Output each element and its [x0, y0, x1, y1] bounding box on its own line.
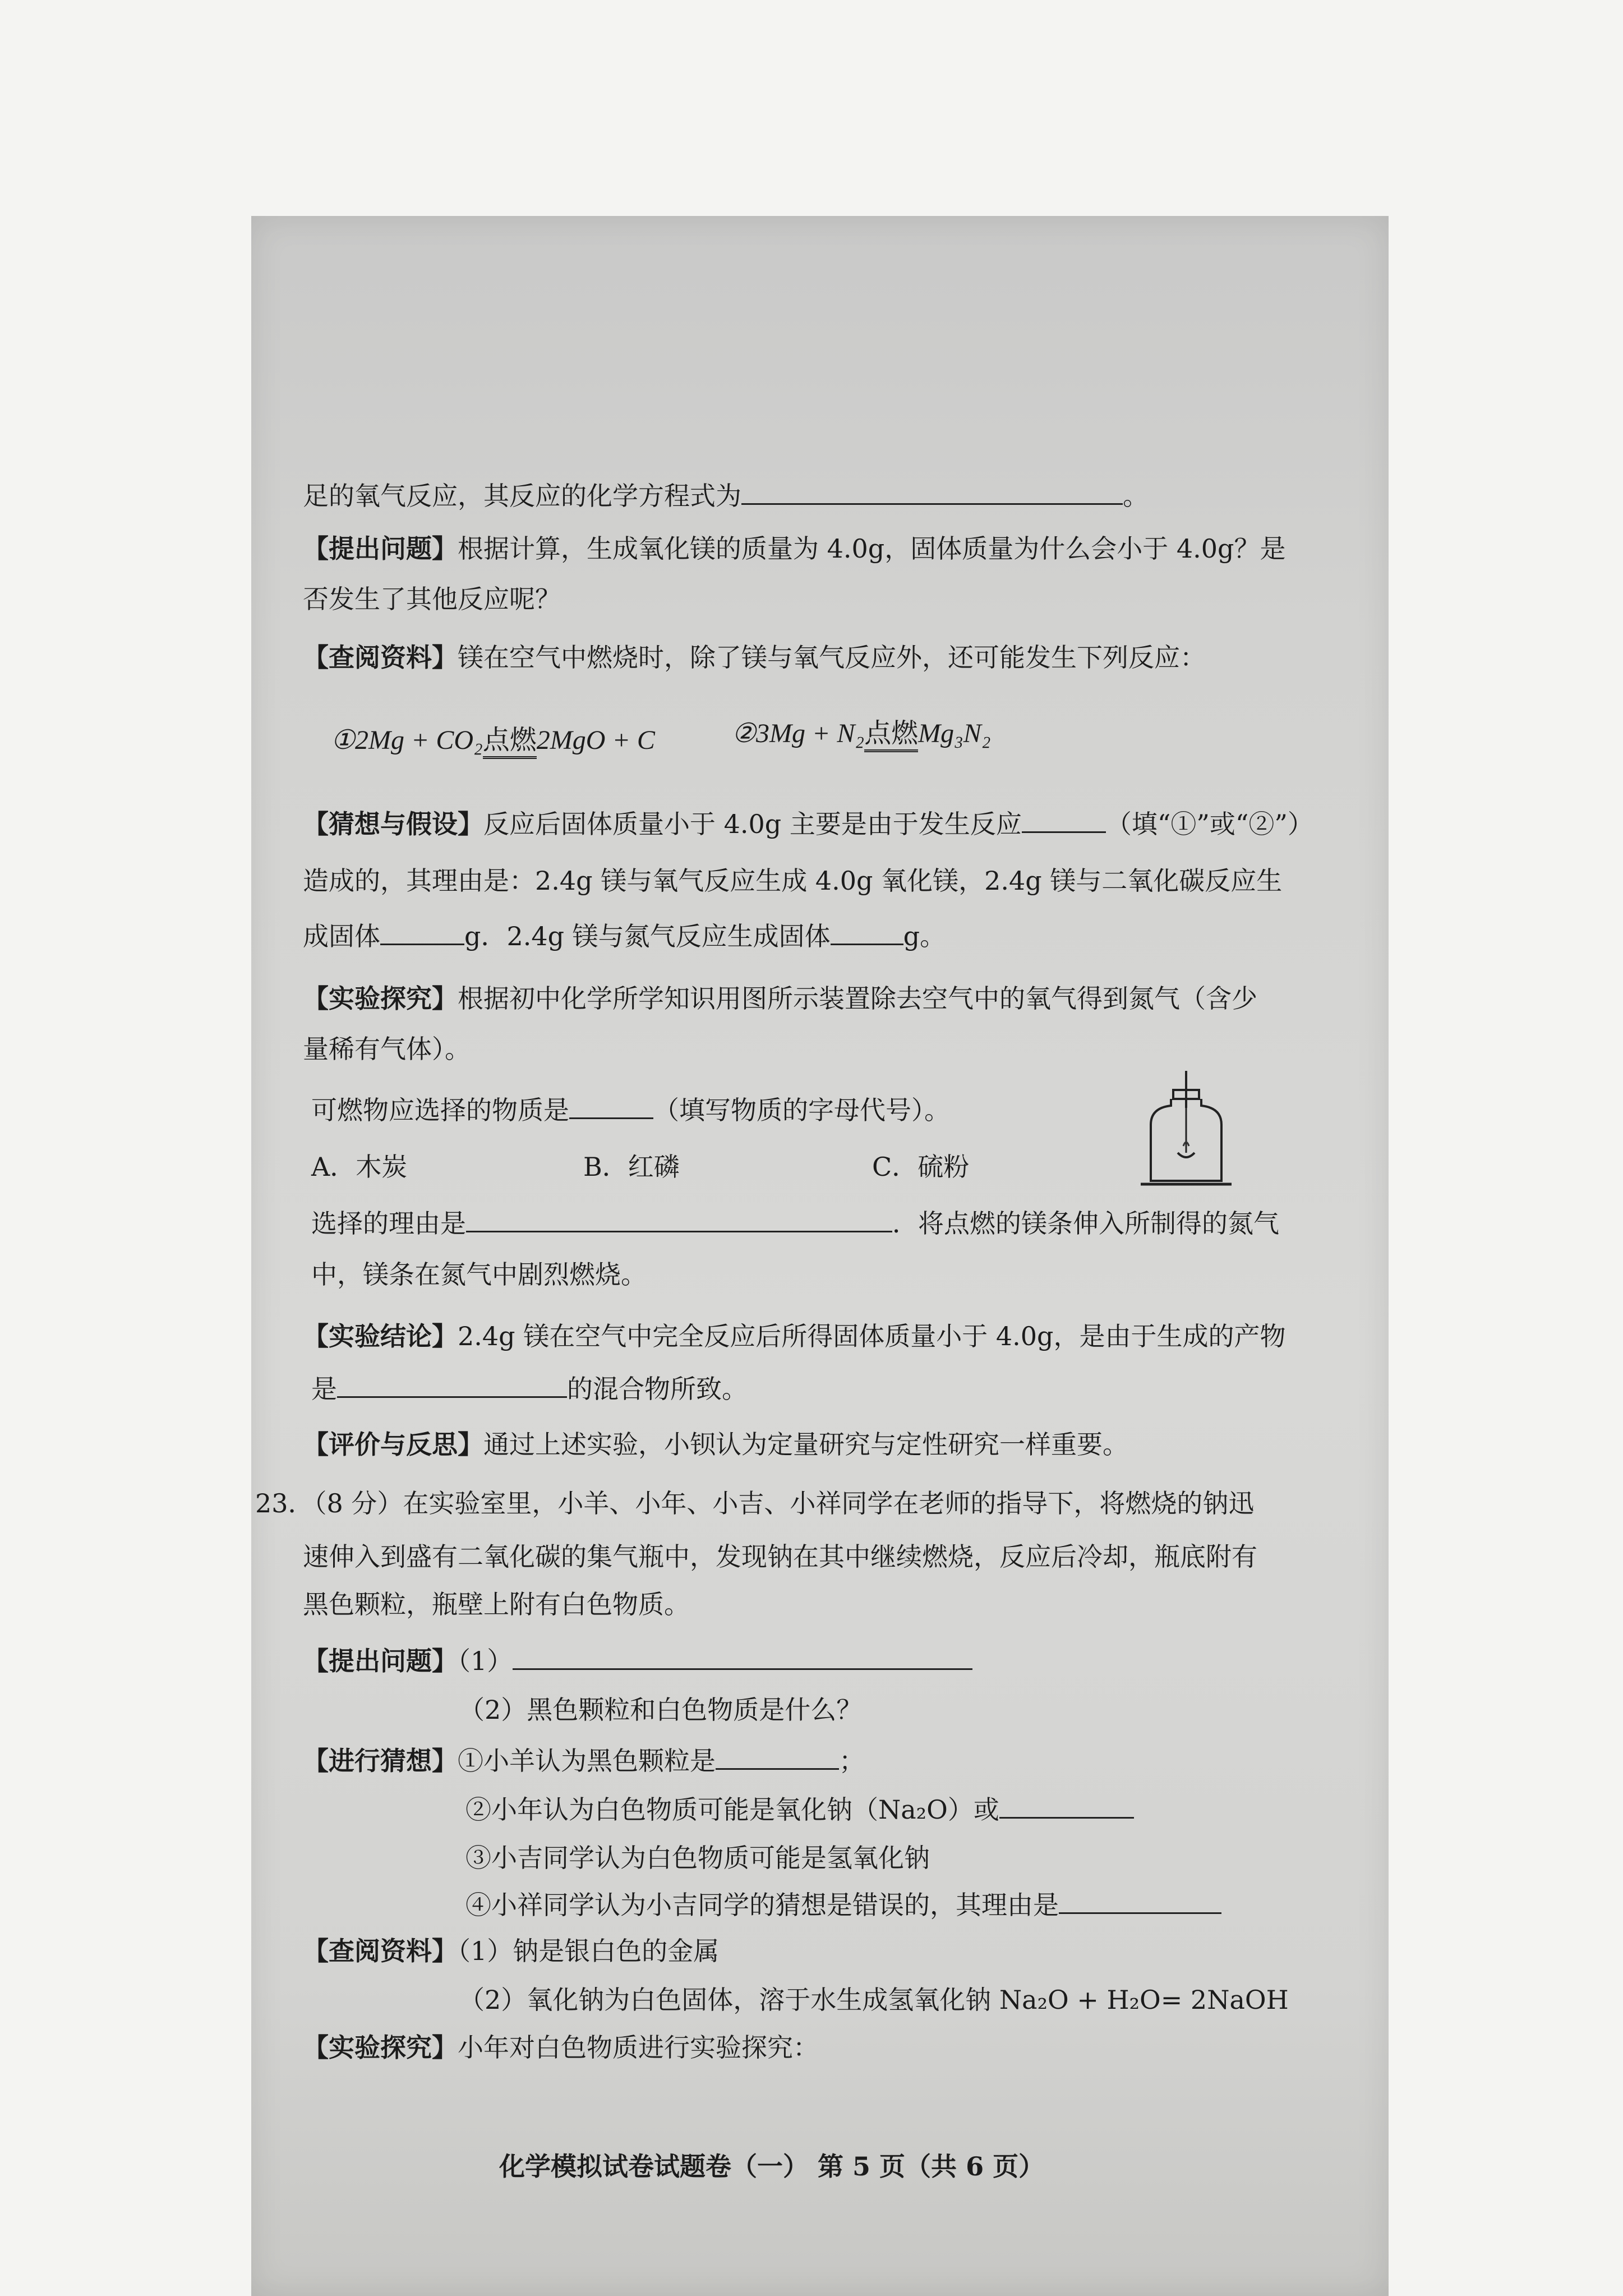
text-line: （2）氧化钠为白色固体，溶于水生成氢氧化钠 Na₂O + H₂O= 2NaOH: [459, 1985, 1289, 2015]
section-tag: 【查阅资料】: [303, 1936, 458, 1966]
text-line: （2）黑色颗粒和白色物质是什么？: [459, 1695, 863, 1725]
section-tag: 【进行猜想】: [303, 1746, 458, 1776]
section-tag: 【猜想与假设】: [303, 809, 483, 839]
text-line: 【评价与反思】通过上述实验，小钡认为定量研究与定性研究一样重要。: [303, 1429, 1128, 1460]
answer-blank[interactable]: [380, 919, 464, 945]
text-line: 中，镁条在氮气中剧烈燃烧。: [311, 1259, 647, 1290]
text-line: 否发生了其他反应呢？: [303, 584, 561, 614]
section-tag: 【提出问题】: [303, 533, 458, 564]
answer-blank[interactable]: [569, 1093, 653, 1119]
section-tag: 【查阅资料】: [303, 642, 458, 673]
text-line: 足的氧气反应，其反应的化学方程式为 。: [303, 478, 1149, 513]
text-line: 可燃物应选择的物质是 （填写物质的字母代号）。: [311, 1093, 950, 1127]
answer-blank[interactable]: [716, 1743, 839, 1770]
text-line: 造成的，其理由是：2.4g 镁与氧气反应生成 4.0g 氧化镁，2.4g 镁与二氧化碳反应生: [303, 866, 1283, 896]
text-line: 【实验探究】小年对白色物质进行实验探究：: [303, 2032, 819, 2063]
text-line: ④小祥同学认为小吉同学的猜想是错误的，其理由是: [465, 1888, 1221, 1922]
answer-blank[interactable]: [1022, 807, 1106, 833]
text-line: 【实验结论】2.4g 镁在空气中完全反应后所得固体质量小于 4.0g，是由于生成的产物: [303, 1321, 1286, 1351]
text-line: 量稀有气体）。: [303, 1034, 471, 1064]
answer-blank[interactable]: [741, 478, 1123, 505]
text-line: 选择的理由是 ．将点燃的镁条伸入所制得的氮气: [311, 1206, 1279, 1240]
section-tag: 【实验探究】: [303, 983, 458, 1014]
equation-2: ②3Mg + N₂点燃Mg₃N₂: [732, 717, 991, 751]
equation-1: ①2Mg + CO₂点燃2MgO + C: [331, 724, 655, 757]
answer-blank[interactable]: [466, 1206, 892, 1232]
answer-blank[interactable]: [831, 919, 903, 945]
option-b: B．红磷: [583, 1152, 680, 1182]
answer-blank[interactable]: [1059, 1888, 1221, 1914]
text-line: 【查阅资料】镁在空气中燃烧时，除了镁与氧气反应外，还可能发生下列反应：: [303, 642, 1206, 673]
section-tag: 【提出问题】: [303, 1646, 458, 1676]
question-23: 23．（8 分）在实验室里，小羊、小年、小吉、小祥同学在老师的指导下，将燃烧的钠迅: [255, 1488, 1255, 1519]
option-c: C．硫粉: [872, 1152, 970, 1182]
text-line: ②小年认为白色物质可能是氧化钠（Na₂O）或: [465, 1792, 1134, 1826]
option-a: A．木炭: [311, 1152, 408, 1182]
text-line: 【进行猜想】①小羊认为黑色颗粒是 ；: [303, 1743, 865, 1778]
section-tag: 【实验探究】: [303, 2032, 458, 2063]
text-line: 【提出问题】（1）: [303, 1644, 972, 1678]
text-line: ③小吉同学认为白色物质可能是氢氧化钠: [465, 1843, 930, 1873]
text-line: 【提出问题】根据计算，生成氧化镁的质量为 4.0g，固体质量为什么会小于 4.0g？是: [303, 533, 1286, 564]
gas-jar-apparatus-icon: [1138, 1069, 1234, 1192]
text-line: 【实验探究】根据初中化学所学知识用图所示装置除去空气中的氧气得到氮气（含少: [303, 983, 1257, 1014]
answer-blank[interactable]: [513, 1644, 972, 1670]
text-line: 【猜想与假设】反应后固体质量小于 4.0g 主要是由于发生反应 （填“①”或“②”）: [303, 807, 1313, 841]
page-footer: 化学模拟试卷试题卷（一） 第 5 页（共 6 页）: [499, 2151, 1045, 2182]
answer-blank[interactable]: [999, 1792, 1134, 1819]
section-tag: 【评价与反思】: [303, 1429, 483, 1460]
text-line: 【查阅资料】（1）钠是银白色的金属: [303, 1936, 720, 1966]
section-tag: 【实验结论】: [303, 1321, 458, 1351]
text-line: 是 的混合物所致。: [311, 1372, 748, 1406]
answer-blank[interactable]: [337, 1372, 567, 1398]
text-line: 成固体 g．2.4g 镁与氮气反应生成固体 g。: [303, 919, 946, 953]
text-line: 速伸入到盛有二氧化碳的集气瓶中，发现钠在其中继续燃烧，反应后冷却，瓶底附有: [303, 1542, 1257, 1572]
text-line: 黑色颗粒，瓶壁上附有白色物质。: [303, 1589, 690, 1619]
